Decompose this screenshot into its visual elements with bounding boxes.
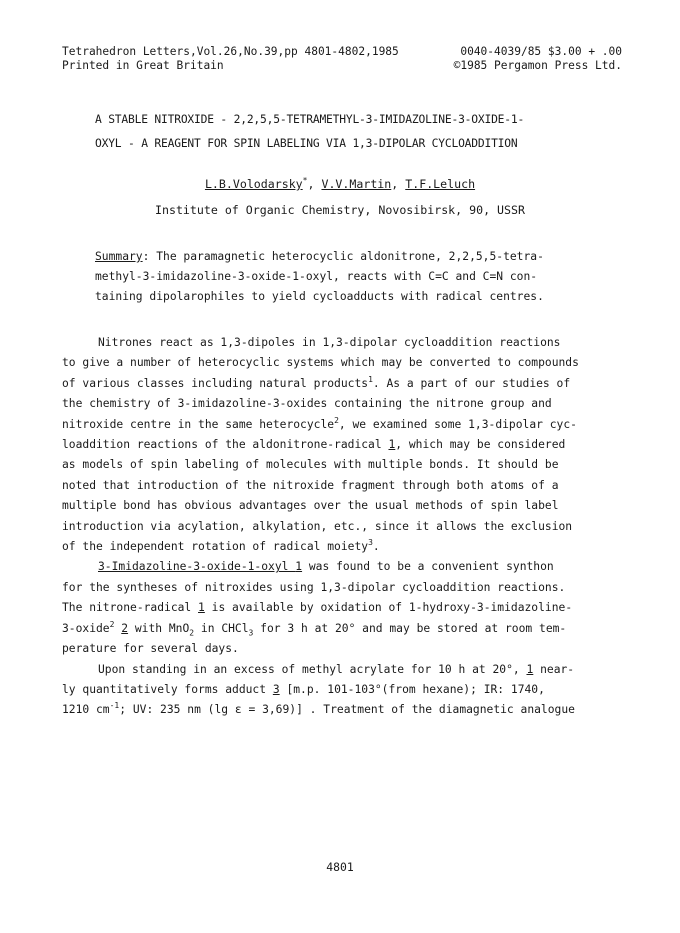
compound-number: 2: [121, 621, 129, 635]
body-line: of the independent rotation of radical moiety$^3$.: [62, 538, 380, 554]
body-line: Nitrones react as 1,3-dipoles in 1,3-dipolar cycloaddition reactions: [98, 336, 561, 349]
citation-ref: 3: [368, 538, 373, 548]
body-line: 3-oxide$^2$ 2 with MnO$_2$ in CHCl$_3$ for 3 h at 20° and may be stored at room tem-: [62, 619, 567, 637]
author-leluch: T.F.Leluch: [405, 177, 476, 191]
body-line: of various classes including natural products$^1$. As a part of our studies of: [62, 375, 571, 390]
summary-label: Summary: [95, 250, 143, 263]
body-line: perature for several days.: [62, 642, 239, 656]
author-list: [0, 177, 680, 191]
summary-line-1: : The paramagnetic heterocyclic aldonitrone, 2,2,5,5-tetra-: [142, 250, 544, 263]
body-line: ly quantitatively forms adduct 3 [m.p. 101-103°(from hexane); IR: 1740,: [62, 682, 545, 696]
title-line-1: A STABLE NITROXIDE - 2,2,5,5-TETRAMETHYL-3-IMIDAZOLINE-3-OXIDE-1-: [95, 113, 525, 126]
compound-number: 1: [198, 601, 205, 615]
running-header: [62, 45, 622, 73]
journal-citation: Tetrahedron Letters,Vol.26,No.39,pp 4801-4802,1985: [62, 45, 399, 58]
citation-ref: 1: [368, 375, 373, 385]
compound-number: 3: [272, 682, 280, 696]
body-line: Upon standing in an excess of methyl acrylate for 10 h at 20°, 1 near-: [98, 662, 575, 676]
compound-number: 1: [295, 560, 303, 574]
issn-price: 0040-4039/85 $3.00 + .00: [460, 45, 622, 58]
printed-in: Printed in Great Britain: [62, 59, 224, 72]
author-separator: ,: [391, 177, 406, 191]
page-number: 4801: [326, 860, 354, 874]
body-line: noted that introduction of the nitroxide fragment through both atoms of a: [62, 478, 559, 492]
summary: [95, 247, 615, 307]
citation-ref: 2: [334, 415, 339, 425]
body-line: 3-Imidazoline-3-oxide-1-oxyl 1 was found to be a convenient synthon: [98, 560, 554, 574]
body-text: [62, 333, 622, 721]
article-title: [95, 108, 615, 156]
body-line: nitroxide centre in the same heterocycle$^2$, we examined some 1,3-dipolar cyc-: [62, 415, 577, 431]
author-separator: ,: [307, 177, 322, 191]
summary-line-2: methyl-3-imidazoline-3-oxide-1-oxyl, reacts with C=C and C=N con-: [95, 270, 538, 283]
institution: Institute of Organic Chemistry, Novosibirsk, 90, USSR: [155, 203, 525, 217]
summary-line-3: taining dipolarophiles to yield cycloadducts with radical centres.: [95, 290, 544, 303]
body-line: to give a number of heterocyclic systems which may be converted to compounds: [62, 356, 579, 370]
body-line: loaddition reactions of the aldonitrone-radical 1, which may be considered: [62, 438, 566, 452]
compound-number: 1: [526, 662, 534, 676]
copyright: ©1985 Pergamon Press Ltd.: [453, 59, 622, 72]
author-martin: V.V.Martin: [321, 177, 392, 191]
citation-ref: 2: [109, 619, 115, 629]
body-line: as models of spin labeling of molecules with multiple bonds. It should be: [62, 458, 559, 472]
body-line: The nitrone-radical 1 is available by oxidation of 1-hydroxy-3-imidazoline-: [62, 601, 573, 615]
title-line-2: OXYL - A REAGENT FOR SPIN LABELING VIA 1,3-DIPOLAR CYCLOADDITION: [95, 137, 518, 150]
body-line: introduction via acylation, alkylation, etc., since it allows the exclusion: [62, 519, 573, 533]
body-line: 1210 $cm^{-1}$; UV: 235 nm (lg ε = 3,69)] . Treatment of the diamagnetic analogue: [62, 701, 575, 717]
corresponding-mark: *: [302, 176, 308, 186]
compound-number: 1: [388, 438, 396, 452]
body-line: the chemistry of 3-imidazoline-3-oxides containing the nitrone group and: [62, 397, 552, 411]
body-line: for the syntheses of nitroxides using 1,3-dipolar cycloaddition reactions.: [62, 580, 566, 594]
author-volodarsky: L.B.Volodarsky: [204, 177, 303, 191]
body-line: multiple bond has obvious advantages over the usual methods of spin label: [62, 499, 559, 513]
